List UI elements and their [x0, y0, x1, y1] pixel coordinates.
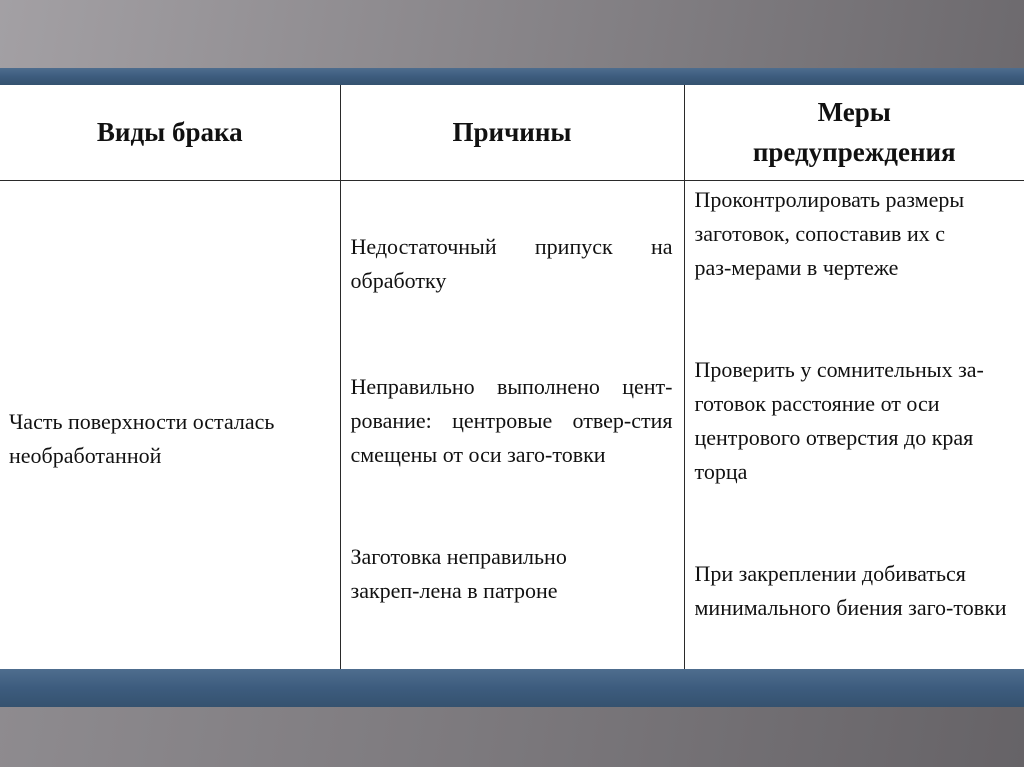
- cause-item-2: Неправильно выполнено цент-рование: центровые отвер-стия смещены от оси заго-товки: [350, 373, 673, 467]
- slide-content: [0, 85, 1024, 669]
- bottom-accent-band: [0, 669, 1024, 707]
- top-accent-band: [0, 68, 1024, 85]
- top-background: [0, 0, 1024, 68]
- measure-item-2: Проверить у сомнительных за-готовок расстояние от оси центрового отверстия до края торца: [694, 356, 984, 484]
- defect-text: Часть поверхности осталась необработанной: [9, 408, 275, 468]
- causes-list: [351, 181, 674, 669]
- cause-item-1: Недостаточный припуск на обработку: [350, 233, 673, 293]
- defects-table: [0, 85, 1024, 669]
- measure-item-3: При закреплении добиваться минимального биения заго-товки: [694, 560, 1007, 620]
- cell-defect: [0, 180, 340, 669]
- header-defect-types: Виды брака: [0, 85, 340, 180]
- cell-measures: [684, 180, 1024, 669]
- header-prevention-measures: [684, 85, 1024, 180]
- bottom-background: [0, 707, 1024, 767]
- measures-list: [695, 181, 1017, 669]
- table-row: [0, 180, 1024, 669]
- cell-causes: [340, 180, 684, 669]
- measure-item-1: Проконтролировать размеры заготовок, сопоставив их с раз-мерами в чертеже: [694, 186, 965, 280]
- header-prevention-text: Меры предупреждения: [752, 97, 956, 168]
- table-header-row: [0, 85, 1024, 180]
- header-causes: Причины: [340, 85, 684, 180]
- cause-item-3: Заготовка неправильно закреп-лена в патроне: [350, 543, 567, 603]
